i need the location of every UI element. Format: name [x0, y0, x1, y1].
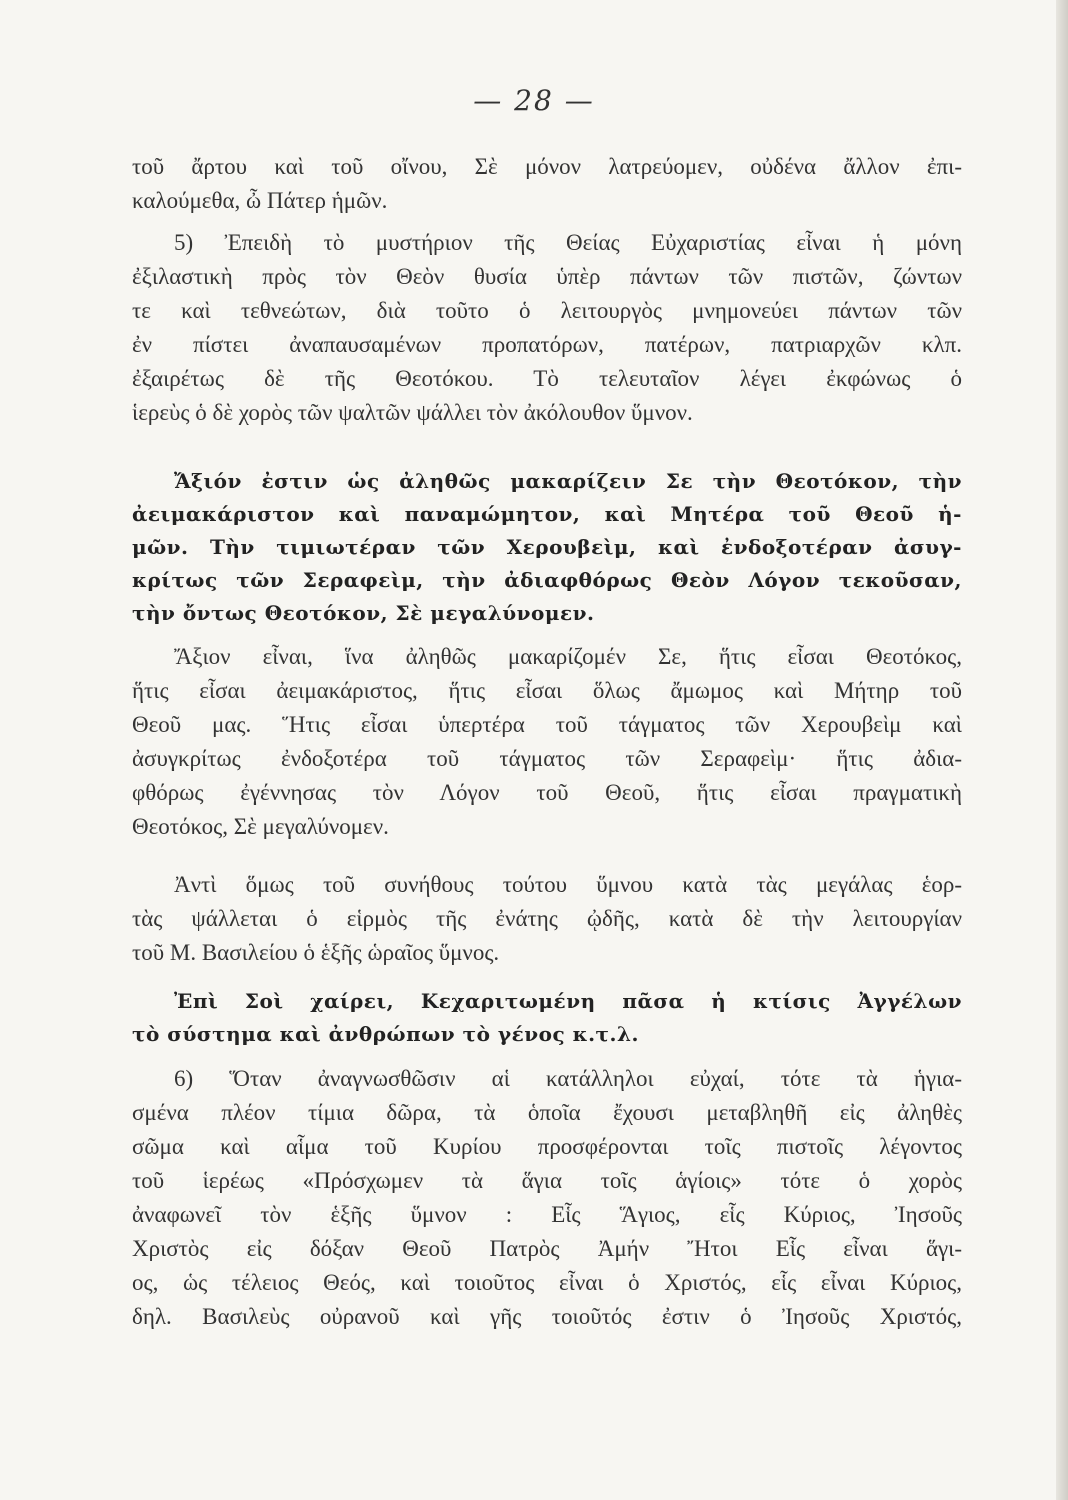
paragraph-3 [132, 640, 962, 844]
hymn-line: τὸ σύστημα καὶ ἀνθρώπων τὸ γένος κ.τ.λ. [132, 1022, 639, 1046]
text-line: ἱερεὺς ὁ δὲ χορὸς τῶν ψαλτῶν ψάλλει τὸν ἀκόλουθον ὕμνον. [132, 400, 693, 425]
text-line: καλούμεθα, ὦ Πάτερ ἡμῶν. [132, 188, 388, 213]
page-number: — 28 — [473, 84, 595, 117]
hymn-line: ἀειμακάριστον καὶ παναμώμητον, καὶ Μητέρα τοῦ Θεοῦ ἡ- [132, 502, 962, 526]
text-line: Θεοῦ μας. Ἥτις εἶσαι ὑπερτέρα τοῦ τάγματος τῶν Χερουβεὶμ καὶ [132, 712, 962, 737]
text-line: φθόρως ἐγέννησας τὸν Λόγον τοῦ Θεοῦ, ἥτις εἶσαι πραγματικὴ [132, 780, 962, 805]
hymn-line: κρίτως τῶν Σεραφεὶμ, τὴν ἀδιαφθόρως Θεὸν Λόγον τεκοῦσαν, [132, 568, 962, 592]
text-line: ἀσυγκρίτως ἐνδοξοτέρα τοῦ τάγματος τῶν Σεραφεὶμ· ἥτις ἀδια- [132, 746, 962, 771]
hymn-line: μῶν. Τὴν τιμιωτέραν τῶν Χερουβεὶμ, καὶ ἐνδοξοτέραν ἀσυγ- [132, 535, 962, 559]
text-line-with-italic: ἀναφωνεῖ τὸν ἑξῆς ὕμνον : Εἷς Ἅγιος, εἷς Κύριος, Ἰησοῦς [132, 1202, 962, 1227]
text-line: 6) Ὅταν ἀναγνωσθῶσιν αἱ κατάλληλοι εὐχαί, τότε τὰ ἡγια- [174, 1066, 962, 1091]
text-line: τοῦ ἄρτου καὶ τοῦ οἴνου, Σὲ μόνον λατρεύομεν, οὐδένα ἄλλον ἐπι- [132, 154, 962, 179]
text-line: Θεοτόκος, Σὲ μεγαλύνομεν. [132, 814, 389, 839]
text-line: τε καὶ τεθνεώτων, διὰ τοῦτο ὁ λειτουργὸς μνημονεύει πάντων τῶν [132, 298, 962, 323]
text-line-with-italic: Χριστὸς εἰς δόξαν Θεοῦ Πατρὸς Ἀμήν Ἤτοι Εἷς εἶναι ἅγι- [132, 1236, 962, 1261]
text-line: τοῦ Μ. Βασιλείου ὁ ἑξῆς ὡραῖος ὕμνος. [132, 940, 500, 965]
hymn-line: Ἐπὶ Σοὶ χαίρει, Κεχαριτωμένη πᾶσα ἡ κτίσις Ἀγγέλων [174, 989, 962, 1013]
text-line: ἐξιλαστικὴ πρὸς τὸν Θεὸν θυσία ὑπὲρ πάντων τῶν πιστῶν, ζώντων [132, 264, 962, 289]
paragraph-1 [132, 150, 962, 218]
text-line: ἥτις εἶσαι ἀειμακάριστος, ἥτις εἶσαι ὅλως ἄμωμος καὶ Μήτηρ τοῦ [132, 678, 962, 703]
text-line: τὰς ψάλλεται ὁ εἱρμὸς τῆς ἐνάτης ᾠδῆς, κατὰ δὲ τὴν λειτουργίαν [132, 906, 962, 931]
paragraph-5 [132, 1062, 962, 1334]
text-line: Ἄξιον εἶναι, ἵνα ἀληθῶς μακαρίζομέν Σε, ἥτις εἶσαι Θεοτόκος, [174, 644, 962, 669]
text-line-with-italic: τοῦ ἱερέως «Πρόσχωμεν τὰ ἅγια τοῖς ἁγίοις» τότε ὁ χορὸς [132, 1168, 962, 1193]
paragraph-2 [132, 226, 962, 430]
hymn-epi-soi-chairei [132, 985, 962, 1051]
paragraph-4 [132, 868, 962, 970]
text-line: ἐν πίστει ἀναπαυσαμένων προπατόρων, πατέρων, πατριαρχῶν κλπ. [132, 332, 962, 357]
hymn-axion-estin [132, 465, 962, 630]
page-edge [1056, 0, 1068, 1500]
text-line-with-italic: ἐξαιρέτως δὲ τῆς Θεοτόκου. Τὸ τελευταῖον λέγει ἐκφώνως ὁ [132, 366, 962, 391]
text-line: σμένα πλέον τίμια δῶρα, τὰ ὁποῖα ἔχουσι μεταβληθῆ εἰς ἀληθὲς [132, 1100, 962, 1125]
text-line: δηλ. Βασιλεὺς οὐρανοῦ καὶ γῆς τοιοῦτός ἐστιν ὁ Ἰησοῦς Χριστός, [132, 1304, 962, 1329]
text-line: σῶμα καὶ αἷμα τοῦ Κυρίου προσφέρονται τοῖς πιστοῖς λέγοντος [132, 1134, 962, 1159]
text-line: 5) Ἐπειδὴ τὸ μυστήριον τῆς Θείας Εὐχαριστίας εἶναι ἡ μόνη [174, 230, 962, 255]
hymn-line: Ἄξιόν ἐστιν ὡς ἀληθῶς μακαρίζειν Σε τὴν Θεοτόκον, τὴν [174, 469, 962, 493]
text-line: ος, ὡς τέλειος Θεός, καὶ τοιοῦτος εἶναι ὁ Χριστός, εἷς εἶναι Κύριος, [132, 1270, 962, 1295]
text-line: Ἀντὶ ὅμως τοῦ συνήθους τούτου ὕμνου κατὰ τὰς μεγάλας ἑορ- [174, 872, 962, 897]
hymn-line: τὴν ὄντως Θεοτόκον, Σὲ μεγαλύνομεν. [132, 601, 595, 625]
